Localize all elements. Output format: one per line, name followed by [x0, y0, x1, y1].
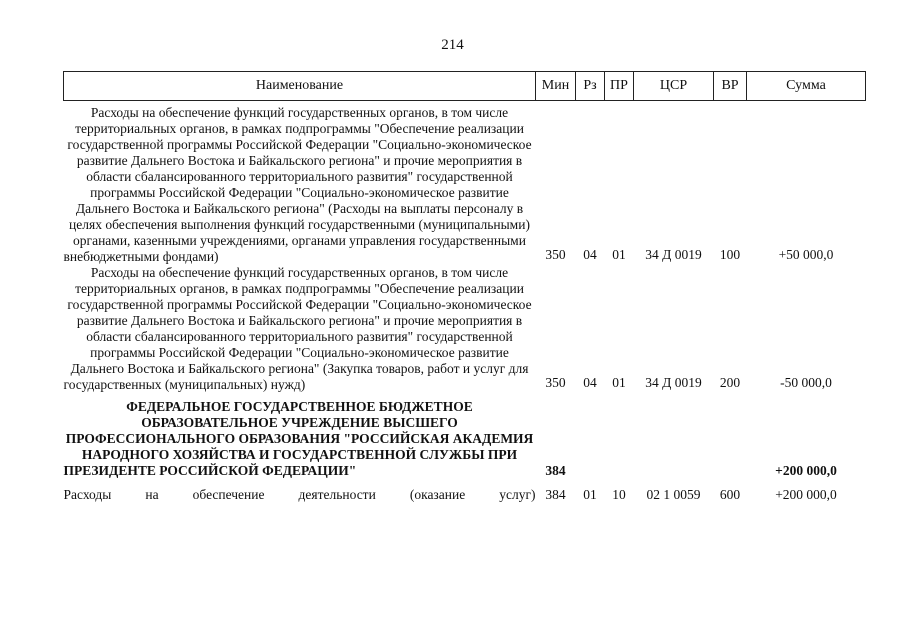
row-vr: 200 [719, 375, 741, 390]
row-sum: +200 000,0 [775, 487, 837, 502]
row-sum: +50 000,0 [778, 247, 834, 262]
row-csr: 02 1 0059 [646, 487, 701, 502]
table-row [64, 393, 866, 479]
header-pr: ПР [605, 72, 634, 101]
row-name: Расходы на обеспечение функций государственных органов, в том числе территориальных органов, в рамках подпрограммы "Обеспечение реализации государственной программы Российской Федерации "Социально-экономическое развитие Дальнего Востока и Байкальского региона" и прочие мероприятия в области сбалансированного территориального развития" государственной программы Российской Федерации "Социально-экономическое развитие Дальнего Востока и Байкальского региона" (Закупка товаров, работ и услуг для государственных (муниципальных) нужд) [63, 265, 532, 392]
header-vr: ВР [714, 72, 747, 101]
budget-table [63, 71, 866, 503]
row-pr: 01 [612, 375, 626, 390]
row-csr [634, 393, 714, 479]
row-vr: 600 [719, 487, 741, 502]
row-pr: 10 [612, 487, 626, 502]
header-name: Наименование [64, 72, 536, 101]
row-pr: 01 [612, 247, 626, 262]
header-sum: Сумма [747, 72, 866, 101]
row-min: 350 [545, 247, 566, 262]
row-rz: 04 [583, 375, 597, 390]
table-row [64, 101, 866, 266]
row-csr: 34 Д 0019 [645, 375, 702, 390]
row-csr: 34 Д 0019 [645, 247, 702, 262]
row-min: 350 [545, 375, 566, 390]
header-rz: Рз [576, 72, 605, 101]
row-name: ФЕДЕРАЛЬНОЕ ГОСУДАРСТВЕННОЕ БЮДЖЕТНОЕ ОБРАЗОВАТЕЛЬНОЕ УЧРЕЖДЕНИЕ ВЫСШЕГО ПРОФЕССИОНАЛЬНОГО ОБРАЗОВАНИЯ "РОССИЙСКАЯ АКАДЕМИЯ НАРОДНОГО ХОЗЯЙСТВА И ГОСУДАРСТВЕННОЙ СЛУЖБЫ ПРИ ПРЕЗИДЕНТЕ РОССИЙСКОЙ ФЕДЕРАЦИИ" [63, 399, 534, 478]
row-name: Расходы на обеспечение функций государственных органов, в том числе территориальных органов, в рамках подпрограммы "Обеспечение реализации государственной программы Российской Федерации "Социально-экономическое развитие Дальнего Востока и Байкальского региона" и прочие мероприятия в области сбалансированного территориального развития" государственной программы Российской Федерации "Социально-экономическое развитие Дальнего Востока и Байкальского региона" (Расходы на выплаты персоналу в целях обеспечения выполнения функций государственными (муниципальными) органами, казенными учреждениями, органами управления государственными внебюджетными фондами) [63, 105, 532, 264]
row-min: 384 [545, 487, 566, 502]
row-pr [605, 393, 634, 479]
row-sum: +200 000,0 [775, 463, 837, 478]
row-rz [576, 393, 605, 479]
page-number: 214 [441, 37, 464, 53]
row-name: Расходы на обеспечение деятельности (оказание услуг) [63, 487, 536, 502]
row-rz: 04 [583, 247, 597, 262]
row-vr [714, 393, 747, 479]
header-csr: ЦСР [634, 72, 714, 101]
table-row [64, 265, 866, 393]
table-header-row [64, 72, 866, 101]
row-min: 384 [545, 463, 566, 478]
row-sum: -50 000,0 [780, 375, 832, 390]
table-row [64, 479, 866, 503]
row-vr: 100 [719, 247, 741, 262]
row-rz: 01 [583, 487, 597, 502]
header-min: Мин [536, 72, 576, 101]
